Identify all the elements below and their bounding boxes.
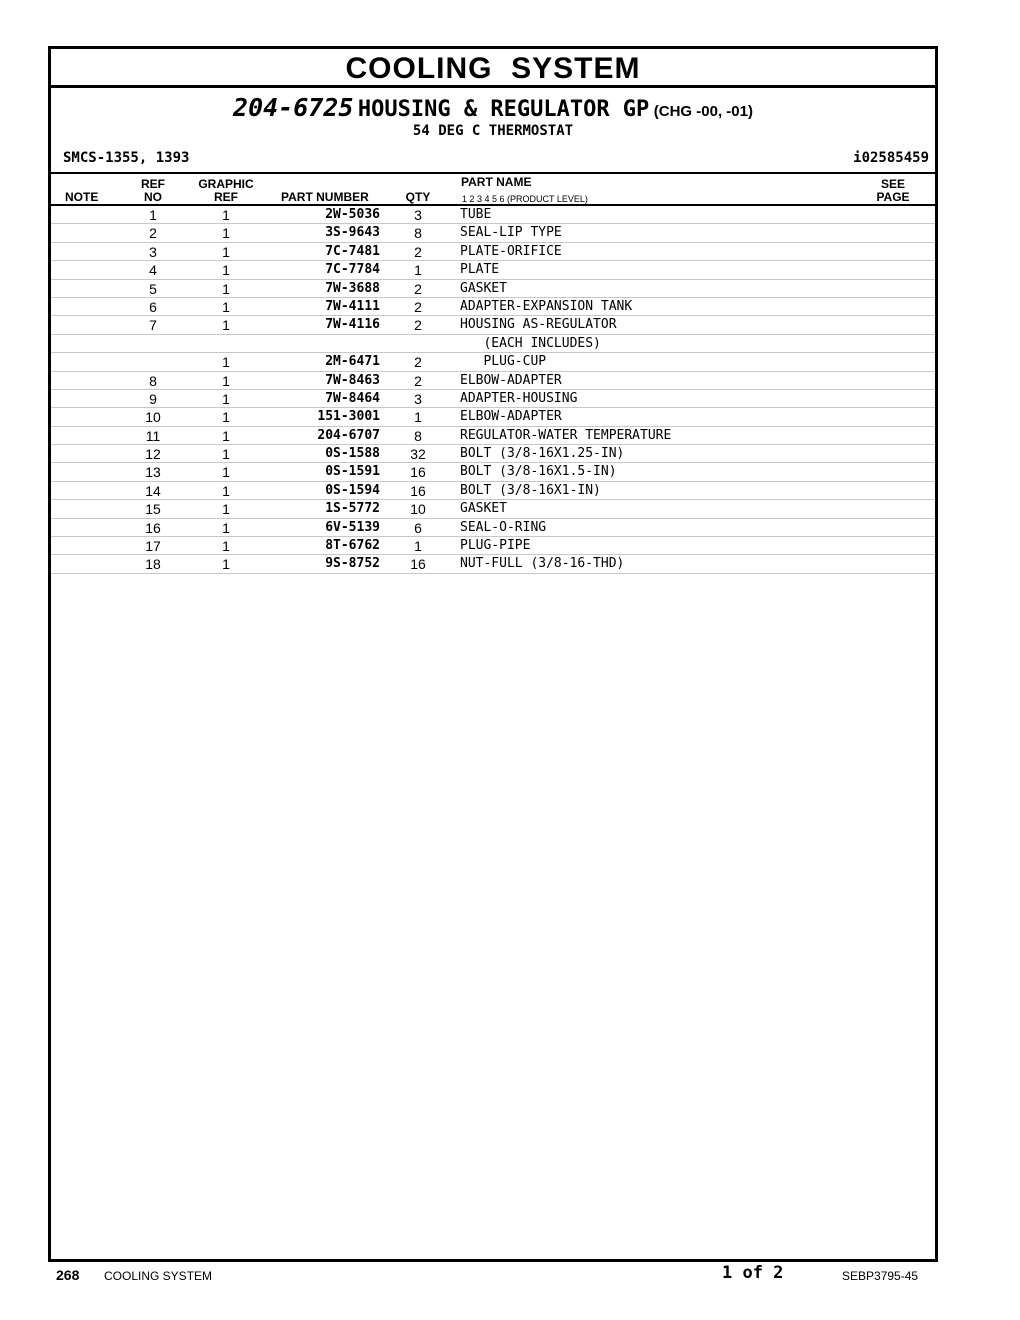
part-name: TUBE	[460, 207, 492, 222]
group-number: 204-6725	[233, 93, 354, 122]
part-name: ADAPTER-EXPANSION TANK	[460, 298, 633, 314]
part-number: 0S-1591	[325, 464, 380, 480]
ref-no: 4	[149, 262, 157, 279]
table-row	[51, 463, 935, 481]
part-number: 3S-9643	[325, 225, 380, 241]
graphic-ref: 1	[222, 482, 230, 499]
graphic-ref: 1	[222, 464, 230, 481]
col-part-number: PART NUMBER	[281, 190, 369, 204]
qty: 1	[414, 538, 422, 555]
qty: 3	[414, 390, 422, 407]
part-number: 7C-7784	[325, 262, 380, 278]
ref-no: 10	[145, 409, 161, 426]
table-row	[51, 537, 935, 555]
illustration-id: i02585459	[853, 150, 929, 166]
part-number: 6V-5139	[325, 519, 380, 535]
part-name: ADAPTER-HOUSING	[460, 390, 578, 406]
ref-no: 18	[145, 556, 161, 573]
table-row	[51, 555, 935, 573]
part-name: GASKET	[460, 280, 507, 296]
page-frame	[48, 46, 938, 1262]
ref-no: 12	[145, 446, 161, 463]
col-graphic-ref-line1: GRAPHIC	[198, 177, 254, 191]
part-number: 7W-8464	[325, 390, 380, 406]
section-title: COOLING SYSTEM	[51, 49, 935, 88]
qty: 32	[410, 446, 426, 463]
part-name: NUT-FULL (3/8-16-THD)	[460, 556, 625, 572]
table-row	[51, 335, 935, 353]
col-see-page-line2: PAGE	[876, 190, 910, 204]
qty: 10	[410, 501, 426, 518]
table-row	[51, 519, 935, 537]
ref-no: 17	[145, 538, 161, 555]
col-note: NOTE	[65, 190, 99, 204]
col-see-page-line1: SEE	[880, 177, 905, 191]
table-row	[51, 206, 935, 224]
table-row	[51, 500, 935, 518]
graphic-ref: 1	[222, 427, 230, 444]
part-name: GASKET	[460, 501, 507, 517]
qty: 2	[414, 354, 422, 371]
ref-no: 14	[145, 482, 161, 499]
footer-page-of: 1 of 2	[722, 1263, 784, 1283]
part-number: 7C-7481	[325, 243, 380, 259]
part-number: 151-3001	[317, 409, 380, 425]
part-number: 204-6707	[317, 427, 380, 443]
part-name: BOLT (3/8-16X1-IN)	[460, 482, 601, 498]
ref-no: 8	[149, 372, 157, 389]
graphic-ref: 1	[222, 207, 230, 223]
table-row	[51, 445, 935, 463]
col-graphic-ref-line2: REF	[214, 190, 238, 204]
graphic-ref: 1	[222, 409, 230, 426]
graphic-ref: 1	[222, 372, 230, 389]
ref-no: 5	[149, 280, 157, 297]
ref-no: 7	[149, 317, 157, 334]
part-name: SEAL-O-RING	[460, 519, 547, 535]
ref-no: 9	[149, 390, 157, 407]
ref-no: 13	[145, 464, 161, 481]
part-number: 1S-5772	[325, 501, 380, 517]
change-note: (CHG -00, -01)	[653, 103, 753, 120]
table-row	[51, 316, 935, 334]
col-product-level: 1 2 3 4 5 6 (PRODUCT LEVEL)	[462, 194, 588, 204]
qty: 3	[414, 207, 422, 223]
qty: 16	[410, 556, 426, 573]
part-name: SEAL-LIP TYPE	[460, 225, 562, 241]
graphic-ref: 1	[222, 262, 230, 279]
graphic-ref: 1	[222, 519, 230, 536]
table-row	[51, 224, 935, 242]
col-part-name: PART NAME	[461, 175, 532, 189]
graphic-ref: 1	[222, 501, 230, 518]
part-name: PLUG-PIPE	[460, 538, 531, 554]
qty: 6	[414, 519, 422, 536]
col-ref-no-line2: NO	[144, 190, 162, 204]
table-row	[51, 372, 935, 390]
part-number: 7W-8463	[325, 372, 380, 388]
part-number: 0S-1588	[325, 446, 380, 462]
footer-doc-id: SEBP3795-45	[842, 1269, 919, 1283]
group-name: HOUSING & REGULATOR GP	[357, 97, 650, 122]
ref-no: 2	[149, 225, 157, 242]
part-name: BOLT (3/8-16X1.5-IN)	[460, 464, 617, 480]
qty: 8	[414, 225, 422, 242]
graphic-ref: 1	[222, 556, 230, 573]
graphic-ref: 1	[222, 354, 230, 371]
part-number: 2M-6471	[325, 354, 380, 370]
qty: 2	[414, 280, 422, 297]
graphic-ref: 1	[222, 225, 230, 242]
smcs-codes: SMCS-1355, 1393	[63, 150, 190, 166]
qty: 16	[410, 482, 426, 499]
header-rule-top	[51, 172, 935, 174]
ref-no: 11	[145, 427, 161, 444]
qty: 1	[414, 262, 422, 279]
ref-no: 15	[145, 501, 161, 518]
footer-page-number: 268	[56, 1267, 80, 1283]
parts-table	[51, 206, 935, 574]
ref-no: 16	[145, 519, 161, 536]
table-row	[51, 427, 935, 445]
graphic-ref: 1	[222, 317, 230, 334]
part-number: 7W-4116	[325, 317, 380, 333]
footer-section: COOLING SYSTEM	[104, 1269, 213, 1283]
part-number: 2W-5036	[325, 207, 380, 222]
qty: 8	[414, 427, 422, 444]
graphic-ref: 1	[222, 243, 230, 260]
part-name: PLATE-ORIFICE	[460, 243, 562, 259]
table-row	[51, 298, 935, 316]
group-subtitle: 54 DEG C THERMOSTAT	[412, 123, 574, 139]
table-row	[51, 280, 935, 298]
part-number: 0S-1594	[325, 482, 380, 498]
part-name: HOUSING AS-REGULATOR	[460, 317, 617, 333]
table-row	[51, 482, 935, 500]
ref-no: 1	[149, 207, 157, 223]
graphic-ref: 1	[222, 390, 230, 407]
qty: 16	[410, 464, 426, 481]
table-row	[51, 243, 935, 261]
part-name: (EACH INCLUDES)	[460, 335, 601, 351]
col-qty: QTY	[405, 190, 431, 204]
graphic-ref: 1	[222, 446, 230, 463]
part-number: 8T-6762	[325, 538, 380, 554]
part-name: REGULATOR-WATER TEMPERATURE	[460, 427, 672, 443]
part-name: BOLT (3/8-16X1.25-IN)	[460, 446, 625, 462]
part-number: 7W-4111	[325, 298, 380, 314]
qty: 1	[414, 409, 422, 426]
ref-no: 3	[149, 243, 157, 260]
col-ref-no-line1: REF	[141, 177, 165, 191]
qty: 2	[414, 243, 422, 260]
graphic-ref: 1	[222, 538, 230, 555]
graphic-ref: 1	[222, 280, 230, 297]
graphic-ref: 1	[222, 298, 230, 315]
part-name: PLATE	[460, 262, 500, 278]
ref-no: 6	[149, 298, 157, 315]
part-number: 9S-8752	[325, 556, 380, 572]
qty: 2	[414, 317, 422, 334]
group-title	[51, 93, 935, 127]
qty: 2	[414, 298, 422, 315]
part-number: 7W-3688	[325, 280, 380, 296]
part-name: PLUG-CUP	[460, 354, 547, 370]
table-row	[51, 390, 935, 408]
table-row	[51, 261, 935, 279]
qty: 2	[414, 372, 422, 389]
part-name: ELBOW-ADAPTER	[460, 409, 562, 425]
part-name: ELBOW-ADAPTER	[460, 372, 562, 388]
table-row	[51, 408, 935, 426]
table-row	[51, 353, 935, 371]
